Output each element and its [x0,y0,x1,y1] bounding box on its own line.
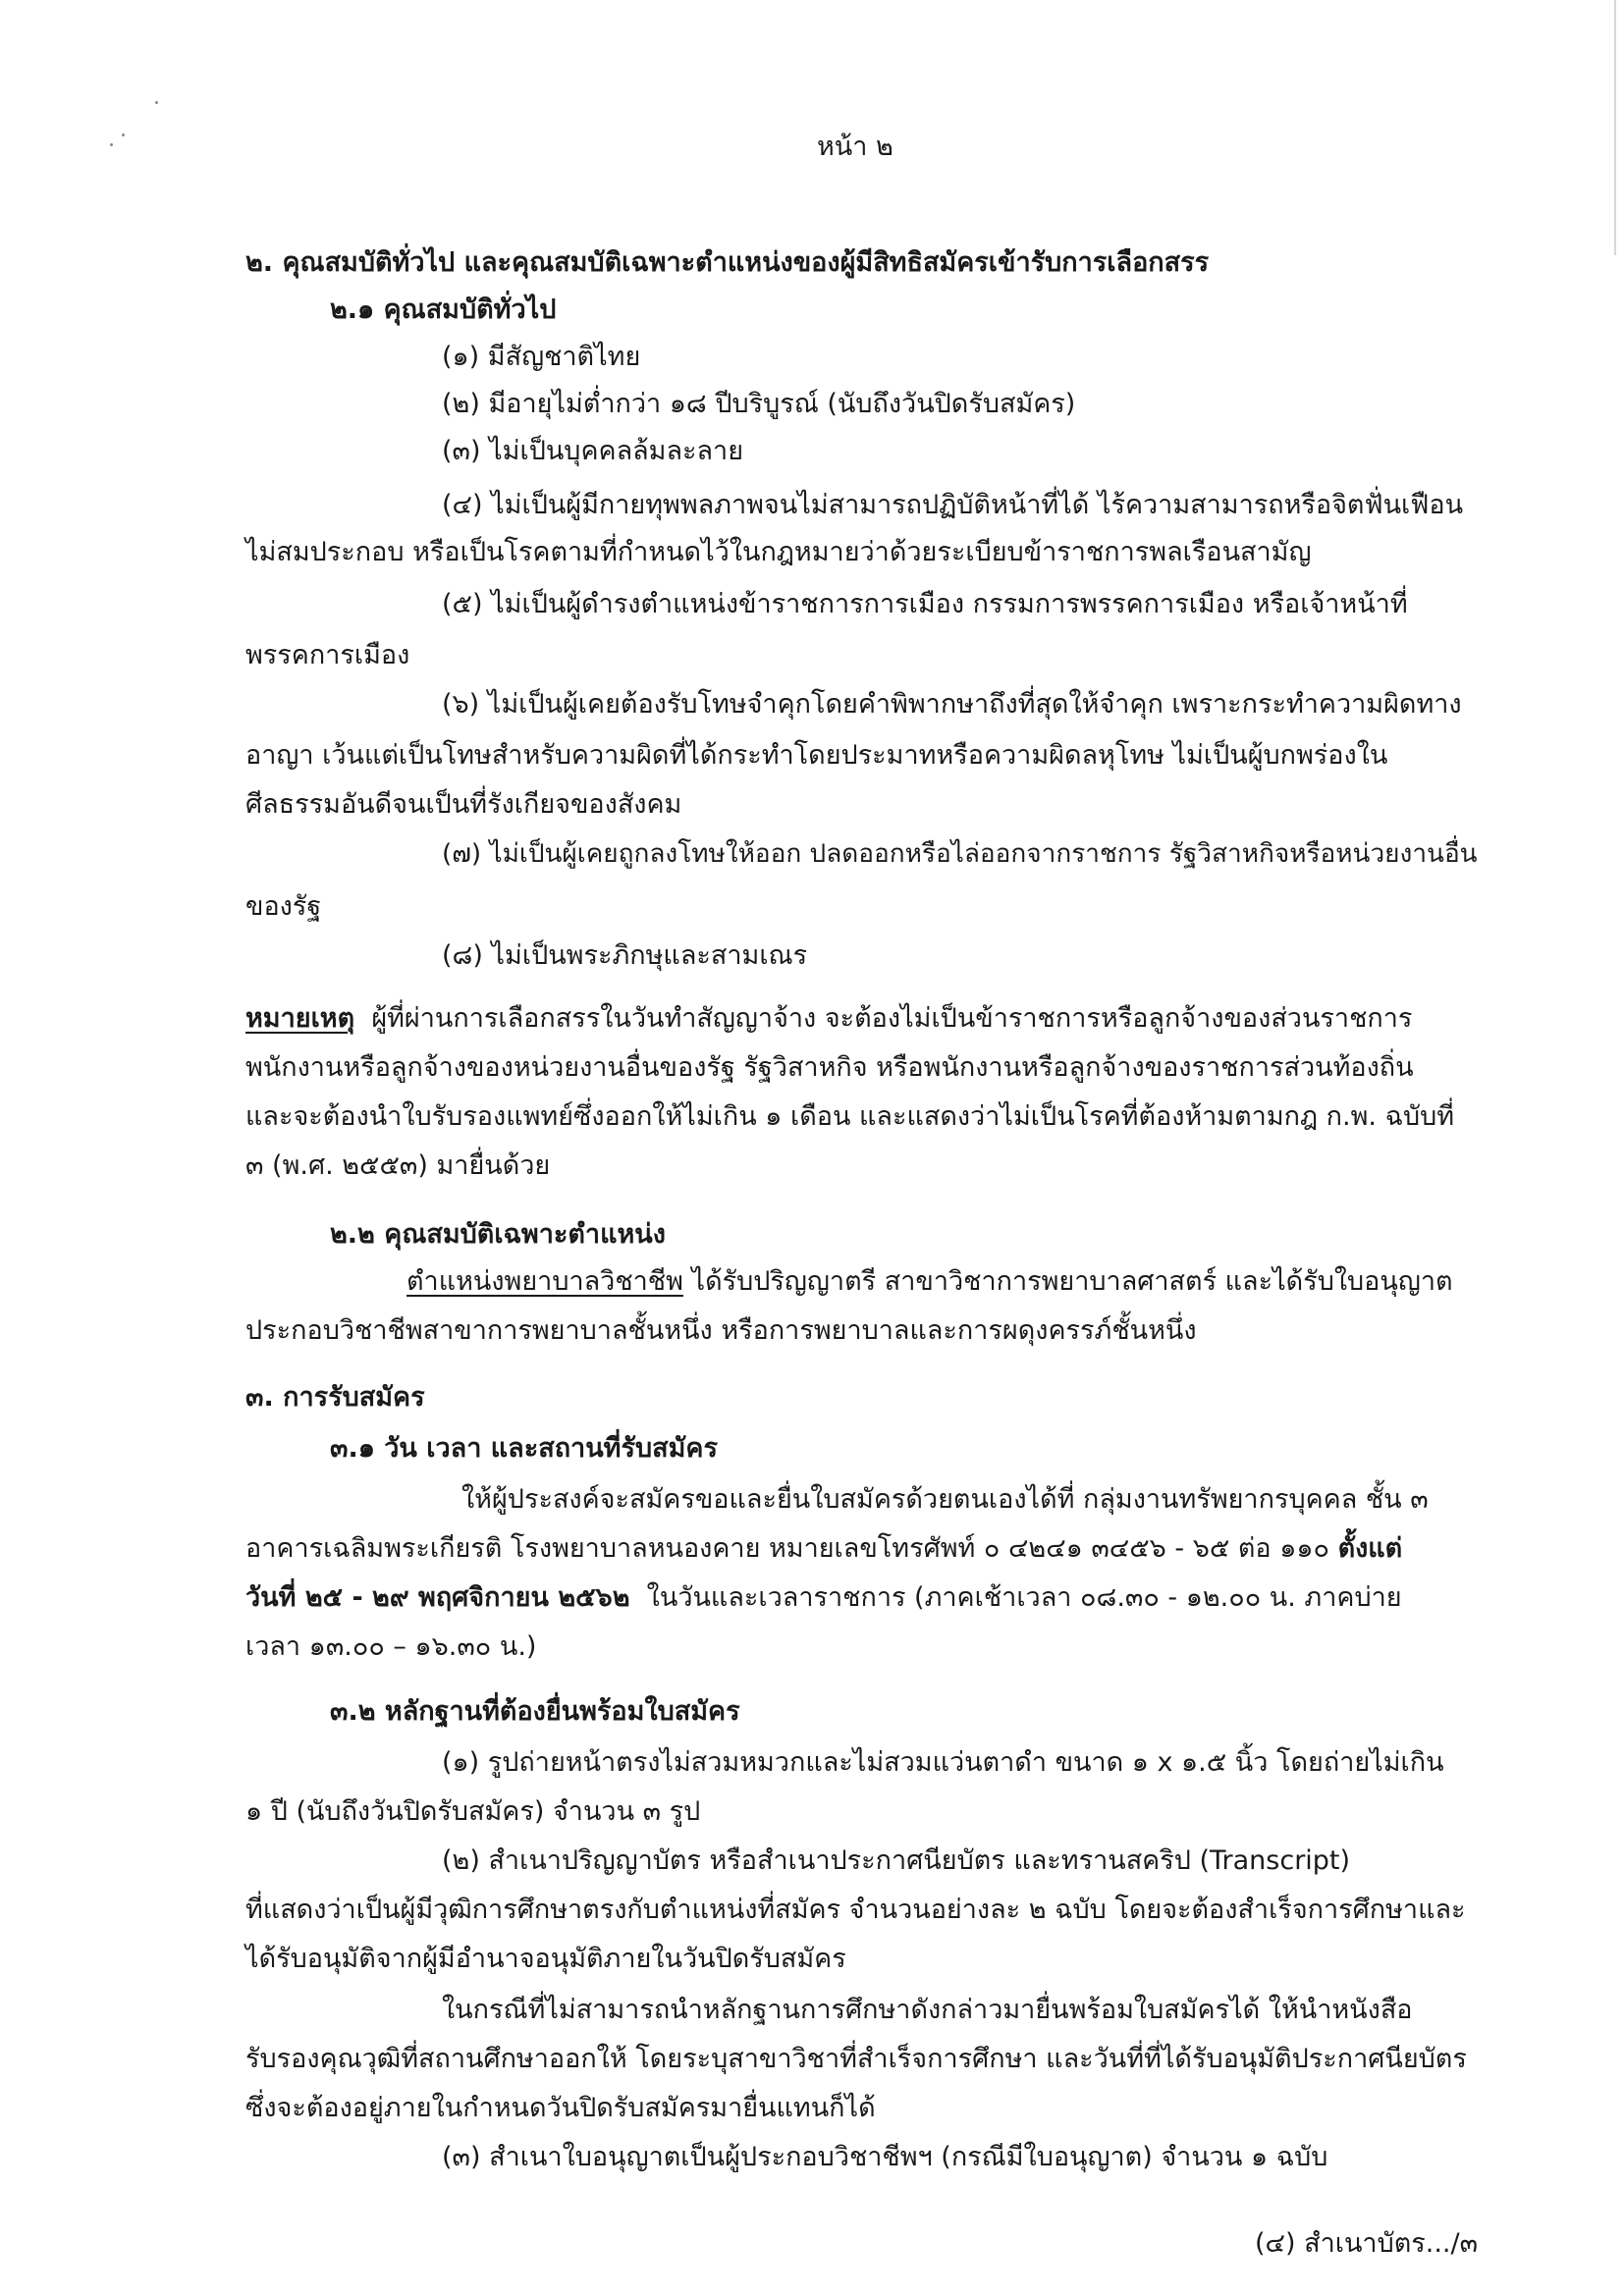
note-line-1 [245,1001,1412,1037]
alternative-evidence-line-1: ในกรณีที่ไม่สามารถนำหลักฐานการศึกษาดังกล่าวมายื่นพร้อมใบสมัครได้ ให้นำหนังสือ [442,1995,1413,2025]
note-line-4: ๓ (พ.ศ. ๒๕๕๓) มายื่นด้วย [245,1150,551,1181]
application-place-line-1: ให้ผู้ประสงค์จะสมัครขอและยื่นใบสมัครด้วยตนเองได้ที่ กลุ่มงานทรัพยากรบุคคล ชั้น ๓ [461,1484,1429,1515]
page-number: หน้า ๒ [817,132,893,162]
document-item-1-line-2: ๑ ปี (นับถึงวันปิดรับสมัคร) จำนวน ๓ รูป [245,1796,701,1827]
application-place-line-4: เวลา ๑๓.๐๐ – ๑๖.๓๐ น.) [245,1631,537,1662]
qualification-item-5-line-1: (๕) ไม่เป็นผู้ดำรงตำแหน่งข้าราชการการเมือง กรรมการพรรคการเมือง หรือเจ้าหน้าที่ [442,589,1408,619]
scan-edge [1614,0,1616,255]
alternative-evidence-line-3: ซึ่งจะต้องอยู่ภายในกำหนดวันปิดรับสมัครมายื่นแทนก็ได้ [245,2093,876,2123]
qualification-item-6-line-2: อาญา เว้นแต่เป็นโทษสำหรับความผิดที่ได้กระทำโดยประมาทหรือความผิดลหุโทษ ไม่เป็นผู้บกพร่องใน [245,740,1388,771]
qualification-item-4-line-1: (๔) ไม่เป็นผู้มีกายทุพพลภาพจนไม่สามารถปฏิบัติหน้าที่ได้ ไร้ความสามารถหรือจิตฟั่นเฟือน [442,490,1464,520]
application-place-line-3 [245,1580,1402,1616]
qualification-item-1: (๑) มีสัญชาติไทย [442,342,641,372]
position-label: ตำแหน่งพยาบาลวิชาชีพ [406,1266,683,1297]
qualification-item-5-line-2: พรรคการเมือง [245,640,410,670]
document-item-2-line-1: (๒) สำเนาปริญญาบัตร หรือสำเนาประกาศนียบัตร และทรานสคริป (Transcript) [442,1845,1351,1876]
qualification-item-7-line-2: ของรัฐ [245,891,322,922]
application-place-line-2 [245,1531,1402,1567]
qualification-item-4-line-2: ไม่สมประกอบ หรือเป็นโรคตามที่กำหนดไว้ในกฎหมายว่าด้วยระเบียบข้าราชการพลเรือนสามัญ [245,537,1312,567]
document-item-1-line-1: (๑) รูปถ่ายหน้าตรงไม่สวมหมวกและไม่สวมแว่นตาดำ ขนาด ๑ x ๑.๕ นิ้ว โดยถ่ายไม่เกิน [442,1747,1444,1778]
qualification-item-7-line-1: (๗) ไม่เป็นผู้เคยถูกลงโทษให้ออก ปลดออกหรือไล่ออกจากราชการ รัฐวิสาหกิจหรือหน่วยงานอื่น [442,839,1478,869]
application-dates: วันที่ ๒๕ - ๒๙ พฤศจิกายน ๒๕๖๒ [245,1582,630,1613]
document-item-2-line-2: ที่แสดงว่าเป็นผู้มีวุฒิการศึกษาตรงกับตำแหน่งที่สมัคร จำนวนอย่างละ ๒ ฉบับ โดยจะต้องสำเร็จการศึกษาและ [245,1895,1466,1925]
application-from: ตั้งแต่ [1337,1533,1403,1564]
alternative-evidence-line-2: รับรองคุณวุฒิที่สถานศึกษาออกให้ โดยระบุสาขาวิชาที่สำเร็จการศึกษา และวันที่ที่ได้รับอนุมัติประกาศนียบัตร [245,2044,1467,2074]
application-contact: อาคารเฉลิมพระเกียรติ โรงพยาบาลหนองคาย หมายเลขโทรศัพท์ ๐ ๔๒๔๑ ๓๔๕๖ - ๖๕ ต่อ ๑๑๐ [245,1533,1329,1564]
specific-qualification-line-2: ประกอบวิชาชีพสาขาการพยาบาลชั้นหนึ่ง หรือการพยาบาลและการผดุงครรภ์ชั้นหนึ่ง [245,1315,1197,1346]
document-item-2-line-3: ได้รับอนุมัติจากผู้มีอำนาจอนุมัติภายในวันปิดรับสมัคร [245,1944,846,1974]
qualification-item-2: (๒) มีอายุไม่ต่ำกว่า ๑๘ ปีบริบูรณ์ (นับถึงวันปิดรับสมัคร) [442,389,1076,419]
subsection-3-1-heading: ๓.๑ วัน เวลา และสถานที่รับสมัคร [330,1433,718,1464]
qualification-item-3: (๓) ไม่เป็นบุคคลล้มละลาย [442,436,744,466]
note-label: หมายเหตุ [245,1003,355,1034]
subsection-3-2-heading: ๓.๒ หลักฐานที่ต้องยื่นพร้อมใบสมัคร [330,1696,740,1727]
section-3-heading: ๓. การรับสมัคร [245,1382,425,1413]
section-2-heading: ๒. คุณสมบัติทั่วไป และคุณสมบัติเฉพาะตำแหน่งของผู้มีสิทธิสมัครเข้ารับการเลือกสรร [245,247,1210,278]
specific-qualification-line-1 [406,1264,1453,1300]
note-line-3: และจะต้องนำใบรับรองแพทย์ซึ่งออกให้ไม่เกิน ๑ เดือน และแสดงว่าไม่เป็นโรคที่ต้องห้ามตามกฎ ก.พ. ฉบับที่ [245,1101,1455,1132]
subsection-2-1-heading: ๒.๑ คุณสมบัติทั่วไป [330,294,557,325]
scan-speck [155,101,158,104]
continuation-note: (๔) สำเนาบัตร.../๓ [1255,2228,1479,2259]
qualification-item-8: (๘) ไม่เป็นพระภิกษุและสามเณร [442,940,808,971]
subsection-2-2-heading: ๒.๒ คุณสมบัติเฉพาะตำแหน่ง [330,1219,666,1250]
specific-qualification-text: ได้รับปริญญาตรี สาขาวิชาการพยาบาลศาสตร์ และได้รับใบอนุญาต [691,1266,1453,1297]
scan-speck [110,143,113,146]
note-line-2: พนักงานหรือลูกจ้างของหน่วยงานอื่นของรัฐ รัฐวิสาหกิจ หรือพนักงานหรือลูกจ้างของราชการส่วนท้องถิ่น [245,1052,1414,1083]
application-hours: ในวันและเวลาราชการ (ภาคเช้าเวลา ๐๘.๓๐ - ๑๒.๐๐ น. ภาคบ่าย [646,1582,1402,1613]
scan-speck [122,133,125,136]
qualification-item-6-line-1: (๖) ไม่เป็นผู้เคยต้องรับโทษจำคุกโดยคำพิพากษาถึงที่สุดให้จำคุก เพราะกระทำความผิดทาง [442,689,1462,720]
qualification-item-6-line-3: ศีลธรรมอันดีจนเป็นที่รังเกียจของสังคม [245,789,682,820]
note-text: ผู้ที่ผ่านการเลือกสรรในวันทำสัญญาจ้าง จะต้องไม่เป็นข้าราชการหรือลูกจ้างของส่วนราชการ [371,1003,1413,1034]
document-item-3: (๓) สำเนาใบอนุญาตเป็นผู้ประกอบวิชาชีพฯ (กรณีมีใบอนุญาต) จำนวน ๑ ฉบับ [442,2142,1328,2172]
